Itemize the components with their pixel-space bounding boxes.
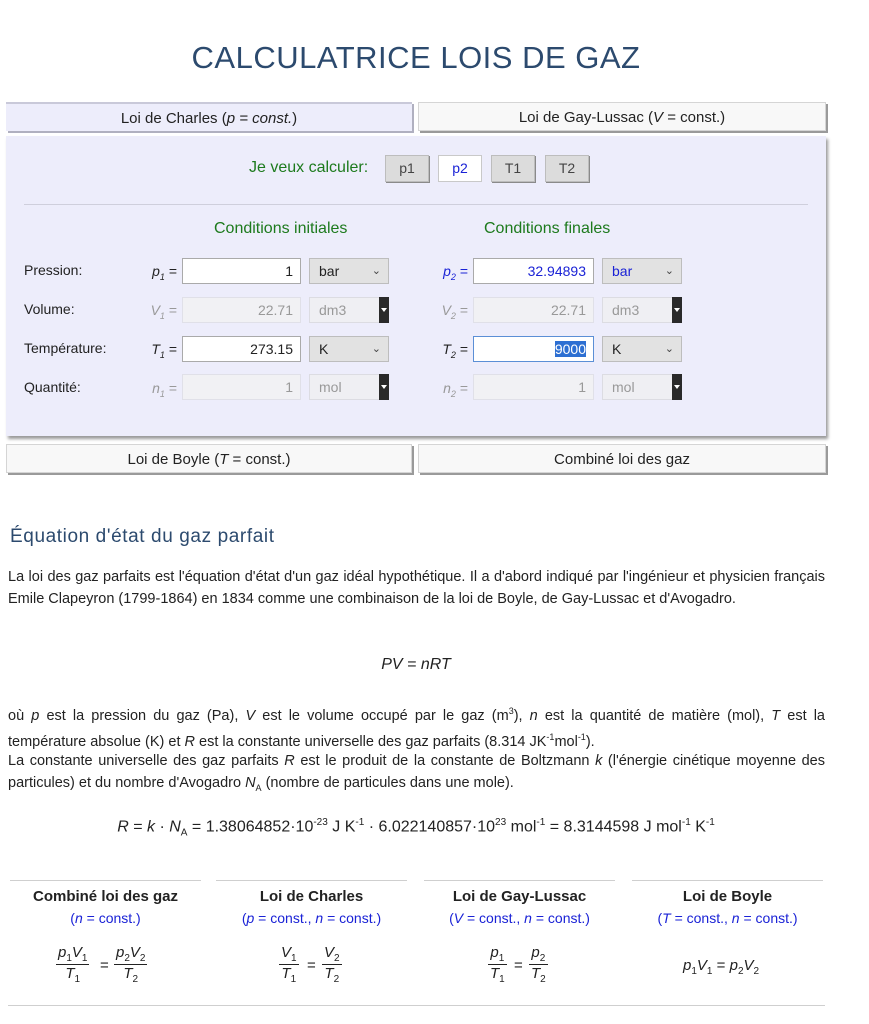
tab-boyle[interactable] [6, 444, 412, 473]
combined-formula-right: $\frac{p_2V_2}{T_2}$ [116, 944, 146, 985]
boyle-formula: $p_1V_1 = p_2V_2$ [683, 957, 760, 977]
n2-unit-select[interactable]: mol [602, 374, 682, 400]
card-divider [10, 880, 201, 881]
n1-input[interactable]: 1 [182, 374, 301, 400]
p1-label: $p_1$ = [152, 263, 177, 282]
card-divider [424, 880, 615, 881]
ideal-gas-equation: PV = nRT [381, 656, 451, 673]
chevron-down-icon: ⌄ [371, 343, 381, 355]
law-title-combined: Combiné loi des gaz [32, 888, 179, 905]
gas-constant-equation: $R = k \cdot N_A = 1.38064852\cdot 10^{-23}$ J $K^{-1} \cdot 6.022140857\cdot 10^{23}$ mol$^{-1}$ = 8.3144598 J mol$^{-1}$ $K^{-1}$ [117, 817, 715, 839]
calc-button-p2[interactable]: p2 [438, 155, 482, 182]
dropdown-arrow-icon [379, 297, 389, 323]
paragraph-intro: La loi des gaz parfaits est l'équation d'état d'un gaz idéal hypothétique. Il a d'abord indiqué par l'ingénieur et physicien français Emile Clapeyron (1799-1864) en 1834 comme une combinaison de la loi de Boyle, de Gay-Lussac et d'Avogadro. [8, 569, 825, 607]
initial-conditions-heading: Conditions initiales [214, 220, 348, 237]
equals-sign: = [100, 957, 109, 974]
p2-label: $p_2$ = [443, 263, 468, 282]
card-divider [216, 880, 407, 881]
calc-button-p1[interactable]: p1 [385, 155, 429, 182]
pressure-label: Pression: [24, 262, 83, 278]
panel-divider [24, 204, 808, 205]
page-title: CALCULATRICE LOIS DE GAZ [191, 40, 641, 75]
tab-charles[interactable] [6, 102, 412, 131]
v2-input[interactable]: 22.71 [473, 297, 594, 323]
gay-lussac-formula-right: $\frac{p_2}{T_2}$ [531, 944, 546, 985]
p1-input[interactable]: 1 [182, 258, 301, 284]
v1-unit-select[interactable]: dm3 [309, 297, 389, 323]
v1-input[interactable]: 22.71 [182, 297, 301, 323]
tab-charles-label: Loi de Charles (p = const.) [120, 110, 298, 127]
tab-gay-lussac-label: Loi de Gay-Lussac (V = const.) [518, 109, 726, 126]
t1-unit-select[interactable]: K ⌄ [309, 336, 389, 362]
n1-unit-select[interactable]: mol [309, 374, 389, 400]
t2-unit-select[interactable]: K ⌄ [602, 336, 682, 362]
v1-label: $V_1$ = [150, 302, 177, 321]
chevron-down-icon: ⌄ [664, 343, 674, 355]
equals-sign: = [307, 957, 316, 974]
dropdown-arrow-icon [672, 297, 682, 323]
paragraph-variables: où p est la pression du gaz (Pa), V est le volume occupé par le gaz $(m^3)$, n est la quantité de matière (mol), T est la température absolue (K) et R est la constante universelle des gaz parfaits (8.314 $JK^{-1}mol^{-1}$). [8, 706, 825, 751]
chevron-down-icon: ⌄ [664, 265, 674, 277]
charles-formula-right: $\frac{V_2}{T_2}$ [324, 944, 340, 985]
volume-label: Volume: [24, 301, 75, 317]
card-divider [632, 880, 823, 881]
n2-label: $n_2$ = [443, 380, 468, 399]
dropdown-arrow-icon [379, 374, 389, 400]
law-condition-combined: (n = const.) [70, 910, 141, 926]
law-condition-gay-lussac: (V = const., n = const.) [449, 910, 590, 926]
paragraph-constant: La constante universelle des gaz parfaits R est le produit de la constante de Boltzmann k (l'énergie cinétique moyenne des particules) et du nombre d'Avogadro $N_A$ (nombre de particules dans une mole). [8, 753, 825, 793]
section-heading: Équation d'état du gaz parfait [10, 526, 275, 547]
bottom-divider [8, 1005, 825, 1006]
equals-sign: = [514, 957, 523, 974]
p2-unit-select[interactable]: bar ⌄ [602, 258, 682, 284]
t2-input-selected-text: 9000 [554, 341, 586, 357]
dropdown-arrow-icon [672, 374, 682, 400]
law-condition-boyle: (T = const., n = const.) [657, 910, 798, 926]
tab-gay-lussac[interactable] [418, 102, 826, 131]
calculate-prompt: Je veux calculer: [249, 159, 369, 176]
law-condition-charles: (p = const., n = const.) [241, 910, 382, 926]
combined-formula-left: $\frac{p_1V_1}{T_1}$ [58, 944, 88, 985]
tab-combined-label: Combiné loi des gaz [554, 451, 690, 468]
tab-boyle-label: Loi de Boyle (T = const.) [127, 451, 291, 468]
p2-input[interactable]: 32.94893 [473, 258, 594, 284]
temperature-label: Température: [24, 340, 107, 356]
charles-formula-left: $\frac{V_1}{T_1}$ [281, 944, 297, 985]
calc-button-t1[interactable]: T1 [491, 155, 535, 182]
n1-label: $n_1$ = [152, 380, 177, 399]
law-title-gay-lussac: Loi de Gay-Lussac [452, 888, 587, 905]
calc-button-t2[interactable]: T2 [545, 155, 589, 182]
gay-lussac-formula-left: $\frac{p_1}{T_1}$ [490, 944, 505, 985]
t1-label: $T_1$ = [151, 341, 177, 360]
law-title-boyle: Loi de Boyle [682, 888, 773, 905]
chevron-down-icon: ⌄ [371, 265, 381, 277]
law-title-charles: Loi de Charles [259, 888, 364, 905]
v2-unit-select[interactable]: dm3 [602, 297, 682, 323]
tab-combined[interactable] [418, 444, 826, 473]
final-conditions-heading: Conditions finales [484, 220, 611, 237]
v2-label: $V_2$ = [441, 302, 468, 321]
t2-label: $T_2$ = [442, 341, 468, 360]
p1-unit-select[interactable]: bar ⌄ [309, 258, 389, 284]
t1-input[interactable]: 273.15 [182, 336, 301, 362]
quantity-label: Quantité: [24, 379, 81, 395]
t2-input[interactable] [473, 336, 594, 362]
n2-input[interactable]: 1 [473, 374, 594, 400]
